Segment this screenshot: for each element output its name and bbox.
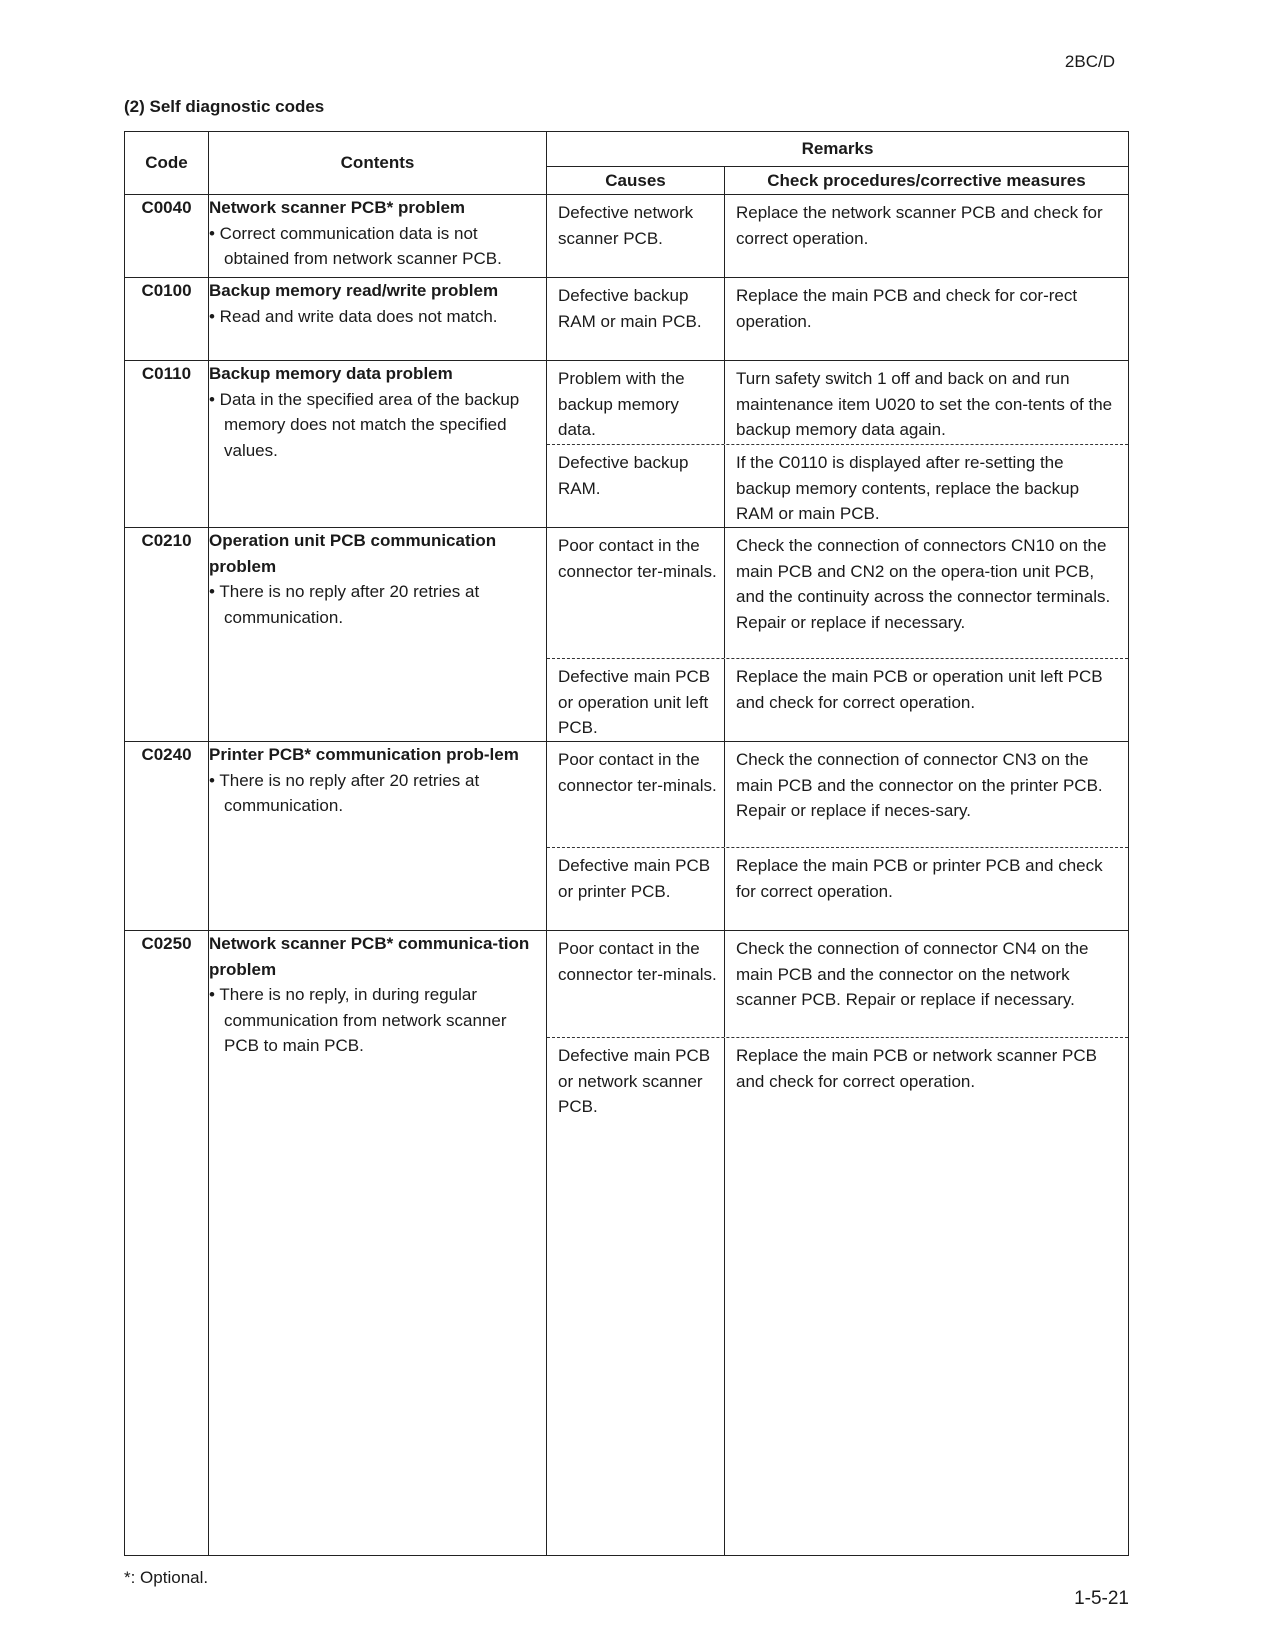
measure-text: Check the connection of connector CN4 on the main PCB and the connector on the network scanner PCB. Repair or replace if necessary.: [736, 939, 1089, 1009]
measure-text: Replace the main PCB or network scanner PCB and check for correct operation.: [736, 1046, 1097, 1091]
header-remarks-sub: [547, 167, 1129, 195]
error-code: C0240: [125, 742, 209, 931]
table-row: [125, 195, 1129, 278]
contents-cell: [209, 742, 547, 931]
contents-cell: [209, 528, 547, 742]
remarks-cell: [547, 931, 1129, 1556]
contents-title: Operation unit PCB communication problem: [209, 531, 497, 576]
table-row: [125, 931, 1129, 1556]
remarks-cell: [547, 742, 1129, 931]
error-code: C0100: [125, 278, 209, 361]
measure-text: Replace the network scanner PCB and check for correct operation.: [736, 203, 1103, 248]
measure-text: Replace the main PCB and check for cor-rect operation.: [736, 286, 1078, 331]
table-row: [125, 742, 1129, 931]
cause-text: Defective main PCB or printer PCB.: [547, 848, 725, 930]
error-code: C0040: [125, 195, 209, 278]
cause-text: Poor contact in the connector ter-minals.: [547, 742, 725, 847]
contents-title: Backup memory read/write problem: [209, 281, 499, 300]
header-measures: Check procedures/corrective measures: [767, 170, 1086, 190]
page-number: 1-5-21: [1074, 1588, 1129, 1609]
contents-bullet: • Data in the specified area of the backup memory does not match the specified values.: [209, 389, 520, 460]
measure-text: Turn safety switch 1 off and back on and run maintenance item U020 to set the con-tents of the backup memory data again.: [736, 369, 1113, 439]
cause-text: Problem with the backup memory data.: [547, 361, 725, 444]
contents-bullet: • There is no reply, in during regular communication from network scanner PCB to main PCB.: [209, 985, 507, 1055]
cause-text: Defective backup RAM.: [547, 445, 725, 527]
contents-title: Network scanner PCB* communica-tion problem: [209, 934, 530, 979]
measure-text: Replace the main PCB or printer PCB and check for correct operation.: [736, 856, 1103, 901]
table-row: [125, 278, 1129, 361]
contents-bullet: • Correct communication data is not obtained from network scanner PCB.: [209, 223, 502, 268]
contents-title: Network scanner PCB* problem: [209, 198, 466, 217]
self-diagnostic-codes-table: [124, 131, 1129, 1556]
cause-text: Defective network scanner PCB.: [547, 195, 725, 277]
cause-text: Poor contact in the connector ter-minals.: [547, 528, 725, 658]
section-title: (2) Self diagnostic codes: [124, 97, 325, 116]
cause-text: Poor contact in the connector ter-minals.: [547, 931, 725, 1037]
contents-title: Backup memory data problem: [209, 364, 453, 383]
cause-text: Defective main PCB or operation unit left PCB.: [547, 659, 725, 741]
measure-text: Check the connection of connectors CN10 on the main PCB and CN2 on the opera-tion unit PCB, and the continuity across the connector terminals. Repair or replace if necessary.: [736, 536, 1111, 632]
measure-text: If the C0110 is displayed after re-setting the backup memory contents, replace the backup RAM or main PCB.: [736, 453, 1080, 523]
footnote: *: Optional.: [124, 1568, 209, 1587]
measure-text: Check the connection of connector CN3 on the main PCB and the connector on the printer PCB. Repair or replace if neces-sary.: [736, 750, 1103, 820]
error-code: C0250: [125, 931, 209, 1556]
header-remarks: Remarks: [547, 132, 1129, 167]
remarks-cell: [547, 361, 1129, 528]
contents-bullet: • Read and write data does not match.: [209, 306, 498, 326]
contents-cell: [209, 361, 547, 528]
contents-cell: [209, 195, 547, 278]
header-causes: Causes: [547, 167, 725, 194]
contents-cell: [209, 278, 547, 361]
cause-text: Defective main PCB or network scanner PCB.: [547, 1038, 725, 1555]
measure-text: Replace the main PCB or operation unit left PCB and check for correct operation.: [736, 667, 1103, 712]
contents-bullet: • There is no reply after 20 retries at communication.: [209, 582, 480, 627]
remarks-cell: [547, 528, 1129, 742]
table-row: [125, 528, 1129, 742]
contents-bullet: • There is no reply after 20 retries at communication.: [209, 770, 480, 815]
remarks-cell: [547, 195, 1129, 278]
header-contents: Contents: [209, 132, 547, 195]
contents-cell: [209, 931, 547, 1556]
error-code: C0210: [125, 528, 209, 742]
page-id: 2BC/D: [1064, 52, 1115, 71]
cause-text: Defective backup RAM or main PCB.: [547, 278, 725, 360]
error-code: C0110: [125, 361, 209, 528]
header-code: Code: [125, 132, 209, 195]
contents-title: Printer PCB* communication prob-lem: [209, 745, 519, 764]
remarks-cell: [547, 278, 1129, 361]
table-row: [125, 361, 1129, 528]
